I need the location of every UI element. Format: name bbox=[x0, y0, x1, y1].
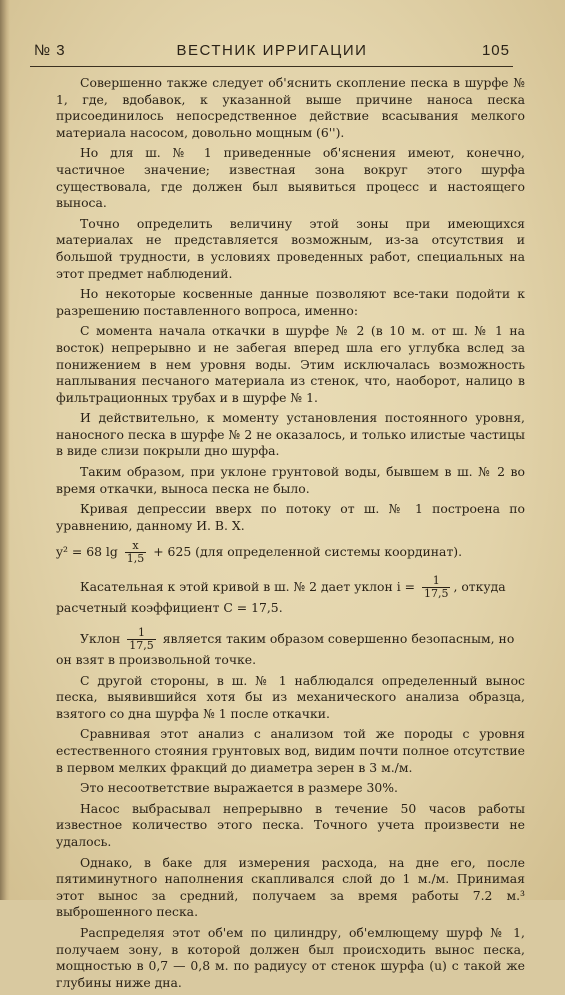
tangent-text: Касательная к этой кривой в ш. № 2 дает уклон i = bbox=[80, 579, 415, 595]
paragraph: Насос выбрасывал непрерывно в течение 50 часов работы известное количество этого песка. Точного учета произвести не удалось. bbox=[56, 800, 525, 849]
slope-text: Уклон bbox=[80, 631, 121, 647]
paragraph: С момента начала откачки в шурфе № 2 (в 10 м. от ш. № 1 на восток) непрерывно и не забегая вперед шла его углубка вслед за понижением в нем уровня воды. Этим исключалась возможность наплывания песчаного материала из стенок, что, наоборот, налицо в фильтрационных трубах и в шурфе № 1. bbox=[56, 323, 525, 405]
formula-fraction bbox=[125, 540, 147, 565]
page-binding-edge bbox=[0, 0, 10, 900]
tangent-line bbox=[56, 575, 525, 600]
paragraph: Это несоответствие выражается в размере 30%. bbox=[80, 780, 398, 796]
issue-number: № 3 bbox=[34, 42, 66, 59]
slope-text-after: является таким образом совершенно безопасным, но bbox=[162, 631, 515, 647]
paragraph: Однако, в баке для измерения расхода, на дне его, после пятиминутного наполнения скапливался слой до 1 м./м. Принимая этот вынос за средний, получаем за время работы 7.2 м.³ выброшенного песка. bbox=[56, 854, 525, 920]
paragraph: Распределяя этот об'ем по цилиндру, об'емлющему шурф № 1, получаем зону, в которой должен был происходить вынос песка, мощностью в 0,7 — 0,8 м. по радиусу от стенок шурфа (u) с такой же глубины ниже дна. bbox=[56, 924, 525, 990]
article-body bbox=[56, 75, 525, 995]
fraction-denominator: 17,5 bbox=[423, 587, 449, 601]
tangent-text-after: , откуда bbox=[453, 579, 506, 595]
paragraph: Сравнивая этот анализ с анализом той же породы с уровня естественного стояния грунтовых вод, видим почти полное отсутствие в первом мелких фракций до диаметра зерен в 3 м./м. bbox=[56, 726, 525, 775]
paragraph: расчетный коэффициент С = 17,5. bbox=[56, 600, 283, 616]
paragraph: Но некоторые косвенные данные позволяют все-таки подойти к разрешению поставленного вопроса, именно: bbox=[56, 286, 525, 318]
paragraph: Таким образом, при уклоне грунтовой воды, бывшем в ш. № 2 во время откачки, выноса песка не было. bbox=[56, 464, 525, 496]
paragraph: Но для ш. № 1 приведенные об'яснения имеют, конечно, частичное значение; известная зона вокруг этого шурфа существовала, где должен был выявиться процесс и настоящего выноса. bbox=[56, 145, 525, 211]
header-rule bbox=[30, 66, 513, 67]
paragraph: И действительно, к моменту установления постоянного уровня, наносного песка в шурфе № 2 не оказалось, и только илистые частицы в виде слизи покрыли дно шурфа. bbox=[56, 410, 525, 459]
paragraph: Совершенно также следует об'яснить скопление песка в шурфе № 1, где, вдобавок, к указанной выше причине наноса песка присоединилось непосредственное действие всасывания мелкого материала насосом, довольно мощным (6''). bbox=[56, 75, 525, 140]
fraction-denominator: 17,5 bbox=[129, 639, 154, 653]
paragraph: Кривая депрессии вверх по потоку от ш. № 1 построена по уравнению, данному И. В. Х. bbox=[56, 501, 525, 533]
page-number: 105 bbox=[481, 42, 510, 59]
formula-rhs: + 625 (для определенной системы координат). bbox=[153, 544, 463, 560]
slope-fraction bbox=[127, 627, 156, 652]
fraction-numerator: 1 bbox=[422, 575, 451, 588]
paragraph: С другой стороны, в ш. № 1 наблюдался определенный вынос песка, выявившийся хотя бы из механического анализа образца, взятого со дна шурфа № 1 после откачки. bbox=[56, 672, 525, 721]
depression-curve-formula bbox=[56, 540, 525, 565]
formula-lhs: y² = 68 lg bbox=[56, 544, 118, 560]
paragraph: Точно определить величину этой зоны при имеющихся материалах не представляется возможным, из-за отсутствия и большой трудности, в условиях проведенных работ, специальных на этот предмет наблюдений. bbox=[56, 215, 525, 281]
tangent-fraction bbox=[422, 575, 451, 600]
fraction-denominator: 1,5 bbox=[126, 552, 145, 566]
running-header bbox=[34, 40, 510, 66]
slope-line bbox=[56, 627, 525, 652]
fraction-numerator: x bbox=[125, 540, 147, 553]
paragraph: он взят в произвольной точке. bbox=[56, 652, 257, 668]
fraction-numerator: 1 bbox=[127, 627, 156, 640]
journal-title: ВЕСТНИК ИРРИГАЦИИ bbox=[176, 42, 368, 59]
